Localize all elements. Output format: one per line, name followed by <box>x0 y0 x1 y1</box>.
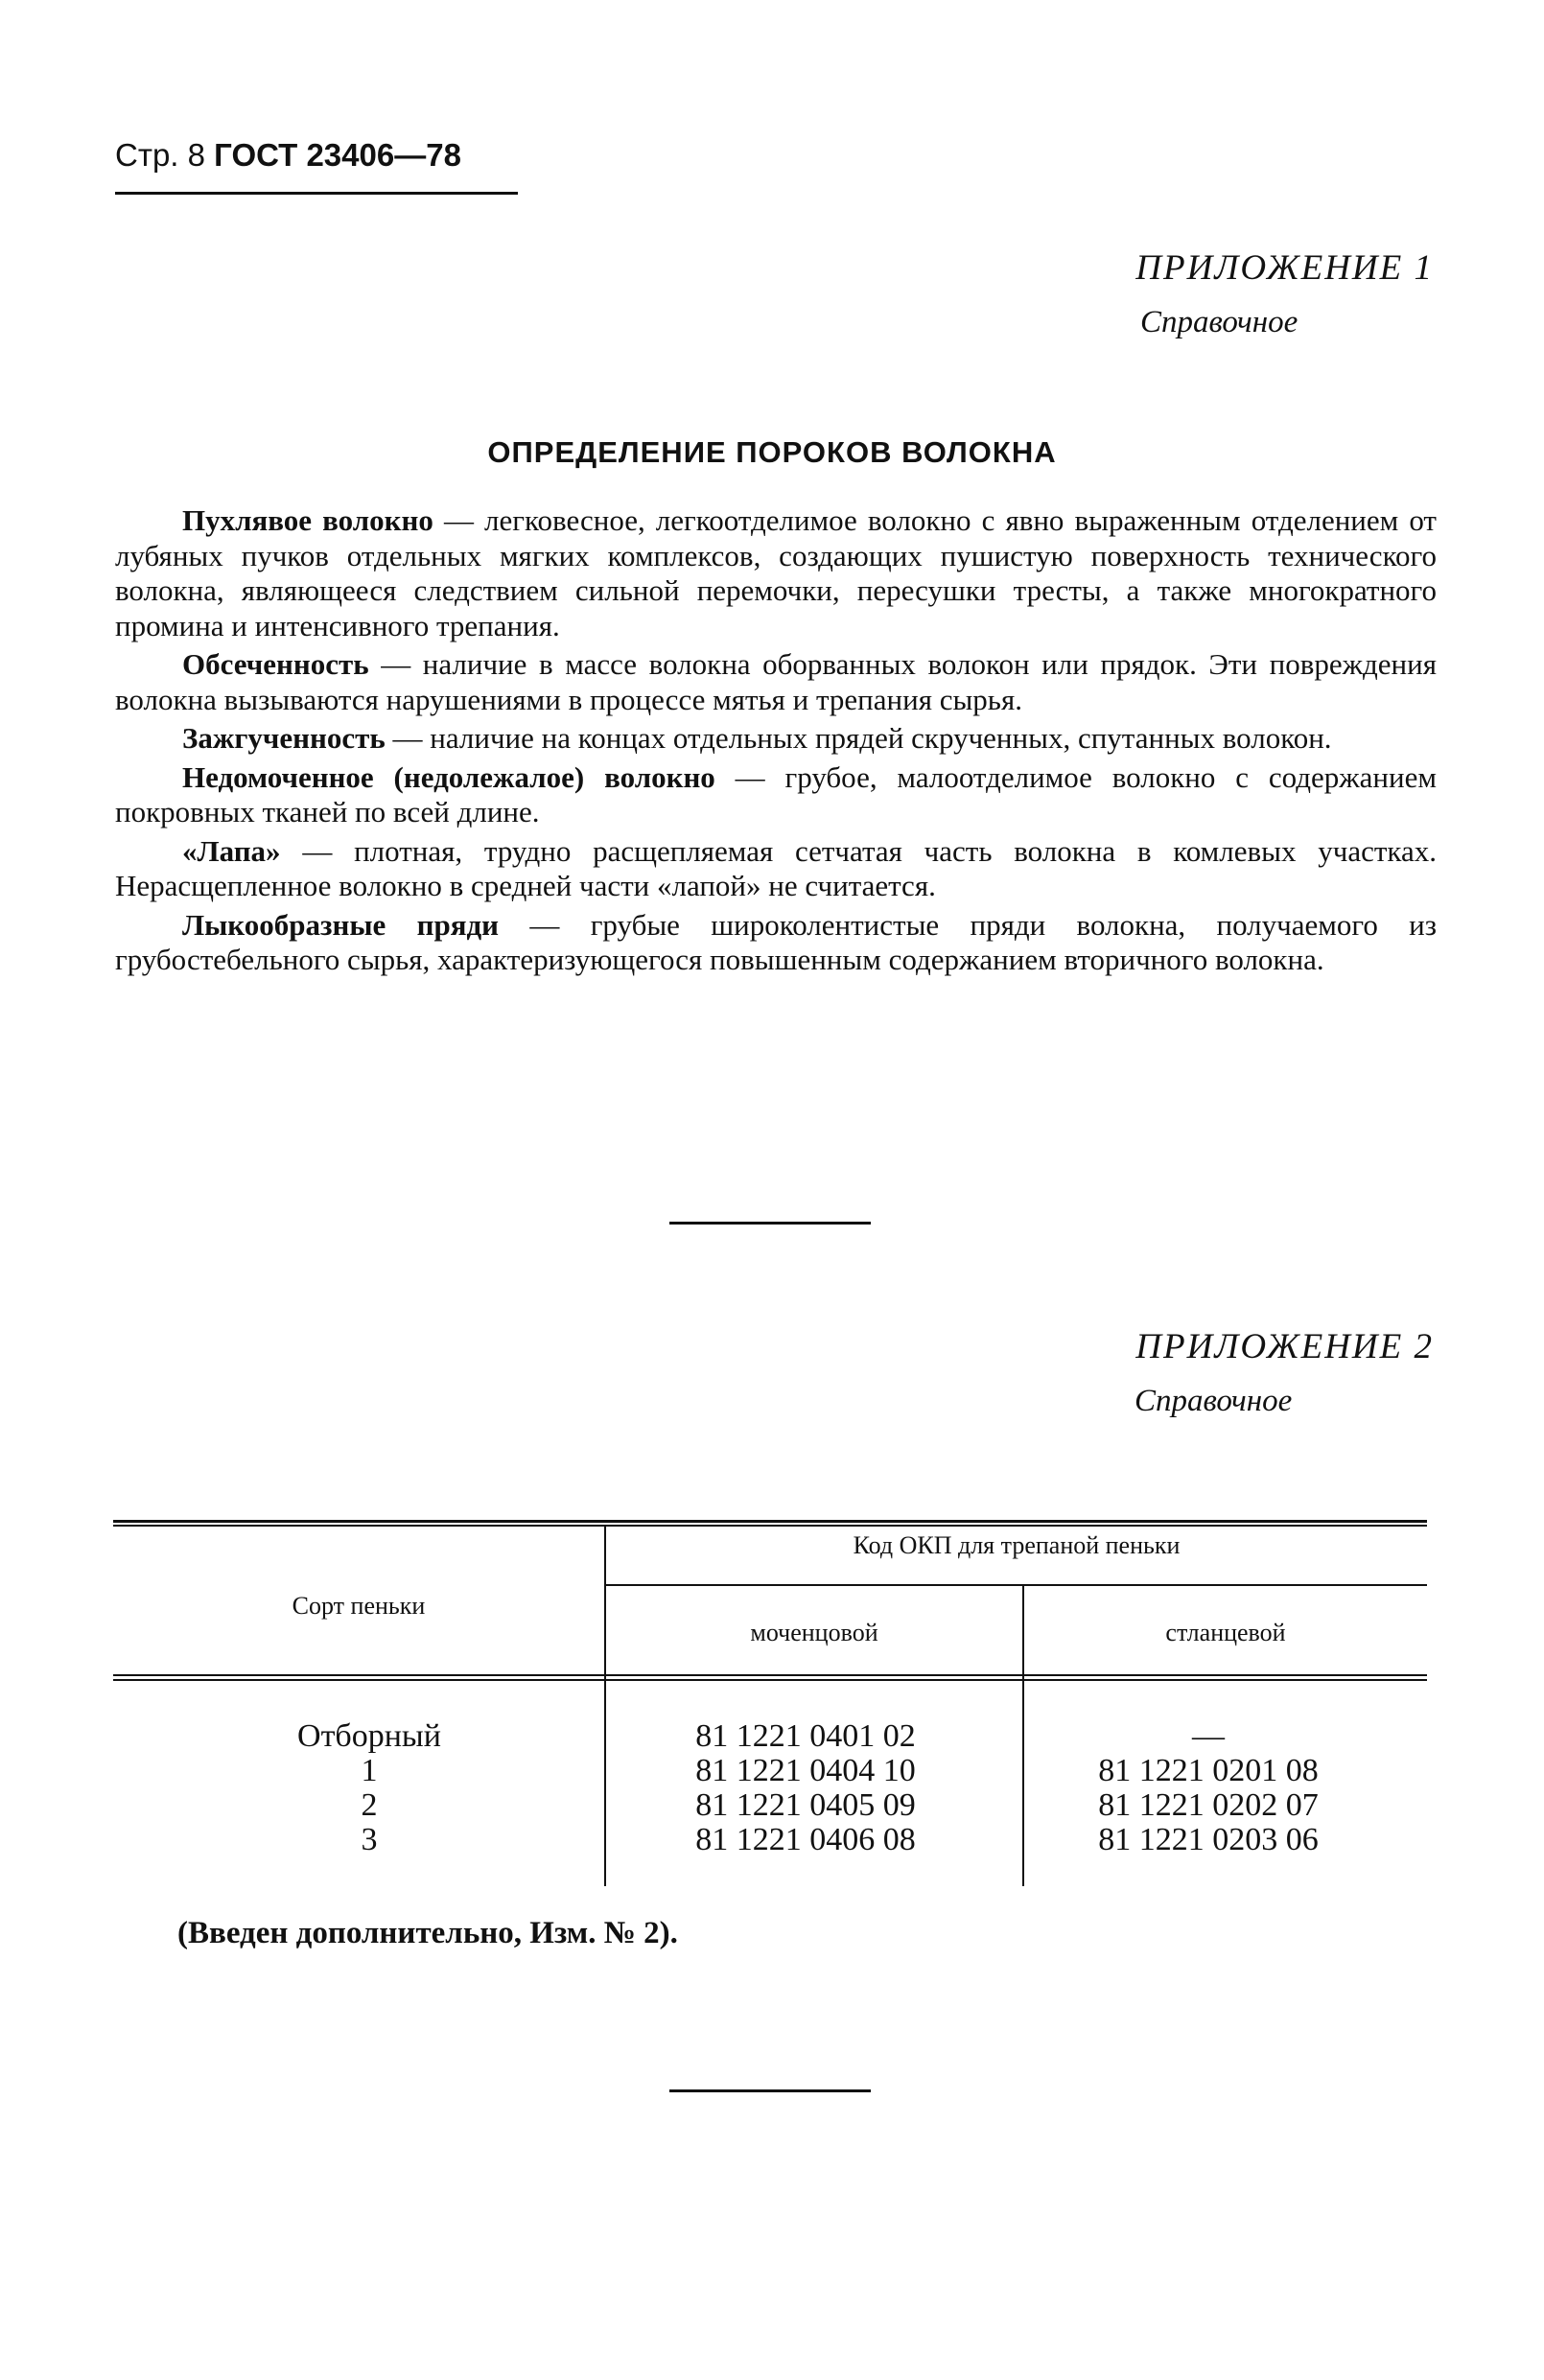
appendix-1-subtitle: Справочное <box>1140 305 1298 339</box>
section-separator <box>669 1222 871 1225</box>
definition-text: — наличие в массе волокна оборванных волокон или прядок. Эти повреждения волокна вызываются нарушениями в процессе мятья и трепания сырья. <box>115 647 1437 716</box>
standard-number: ГОСТ 23406—78 <box>214 137 461 173</box>
definition-item <box>115 834 1437 904</box>
section-separator <box>669 2089 871 2092</box>
appendix-1-title: ПРИЛОЖЕНИЕ 1 <box>1135 248 1434 288</box>
definition-text: — грубое, малоотделимое волокно с содержанием покровных тканей по всей длине. <box>115 759 1437 828</box>
definition-text: — наличие на концах отдельных прядей скрученных, спутанных волокон. <box>385 721 1332 755</box>
section-title: ОПРЕДЕЛЕНИЕ ПОРОКОВ ВОЛОКНА <box>487 435 1057 469</box>
definition-term: «Лапа» <box>182 833 281 868</box>
table-cell: 3 <box>361 1822 378 1857</box>
definition-text: — грубые широколентистые пряди волокна, получаемого из грубостебельного сырья, характеризующегося повышенным содержанием вторичного волокна. <box>115 907 1437 976</box>
column-header-sort: Сорт пеньки <box>292 1592 426 1620</box>
header-bottom-rule <box>113 1674 1427 1676</box>
definitions-list <box>115 503 1437 978</box>
sort-column <box>230 1719 508 1857</box>
page-header <box>115 137 461 174</box>
definition-term: Обсеченность <box>182 647 369 681</box>
column-divider <box>604 1527 606 1886</box>
definition-item <box>115 760 1437 830</box>
definition-term: Пухлявое волокно <box>182 503 433 537</box>
table-cell: Отборный <box>297 1718 441 1754</box>
table-cell: 81 1221 0201 08 <box>1098 1753 1319 1788</box>
table-cell: 81 1221 0202 07 <box>1098 1787 1319 1823</box>
appendix-2-title: ПРИЛОЖЕНИЕ 2 <box>1135 1327 1434 1366</box>
retting-code-column <box>671 1719 940 1857</box>
definition-term: Лыкообразные пряди <box>182 907 500 942</box>
table-cell: 81 1221 0203 06 <box>1098 1822 1319 1857</box>
page-number: Стр. 8 <box>115 137 205 173</box>
definition-text: — легковесное, легкоотделимое волокно с явно выраженным отделением от лубяных пучков отдельных мягких комплексов, создающих пушистую поверхность технического волокна, являющееся следствием сильной перемочки, пересушки тресты, а также многократного промина и интенсивного трепания. <box>115 503 1437 642</box>
amendment-note: (Введен дополнительно, Изм. № 2). <box>177 1916 678 1950</box>
table-cell: 81 1221 0406 08 <box>695 1822 916 1857</box>
table-cell: 81 1221 0405 09 <box>695 1787 916 1823</box>
dew-retting-code-column <box>1069 1719 1347 1857</box>
definition-term: Недомоченное (недолежалое) волокно <box>182 759 715 794</box>
table-cell: 1 <box>361 1753 378 1788</box>
definition-item <box>115 647 1437 717</box>
definition-text: — плотная, трудно расщепляемая сетчатая часть волокна в комлевых участках. Нерасщепленное волокно в средней части «лапой» не считается. <box>115 833 1437 902</box>
column-header-retting: моченцовой <box>750 1619 878 1646</box>
definition-item <box>115 908 1437 978</box>
definition-term: Зажгученность <box>182 721 386 755</box>
column-group-header: Код ОКП для трепаной пеньки <box>853 1531 1181 1559</box>
header-rule <box>115 192 518 195</box>
definition-item <box>115 721 1437 757</box>
table-cell: 81 1221 0401 02 <box>695 1718 916 1754</box>
appendix-2-subtitle: Справочное <box>1135 1384 1293 1418</box>
table-cell: 2 <box>361 1787 378 1823</box>
table-cell: 81 1221 0404 10 <box>695 1753 916 1788</box>
table-top-rule <box>113 1525 1427 1527</box>
column-header-dew-retting: стланцевой <box>1165 1619 1286 1646</box>
definition-item <box>115 503 1437 643</box>
table-cell: — <box>1192 1718 1225 1754</box>
header-divider <box>606 1584 1427 1586</box>
header-bottom-rule <box>113 1679 1427 1681</box>
table-top-rule <box>113 1520 1427 1523</box>
